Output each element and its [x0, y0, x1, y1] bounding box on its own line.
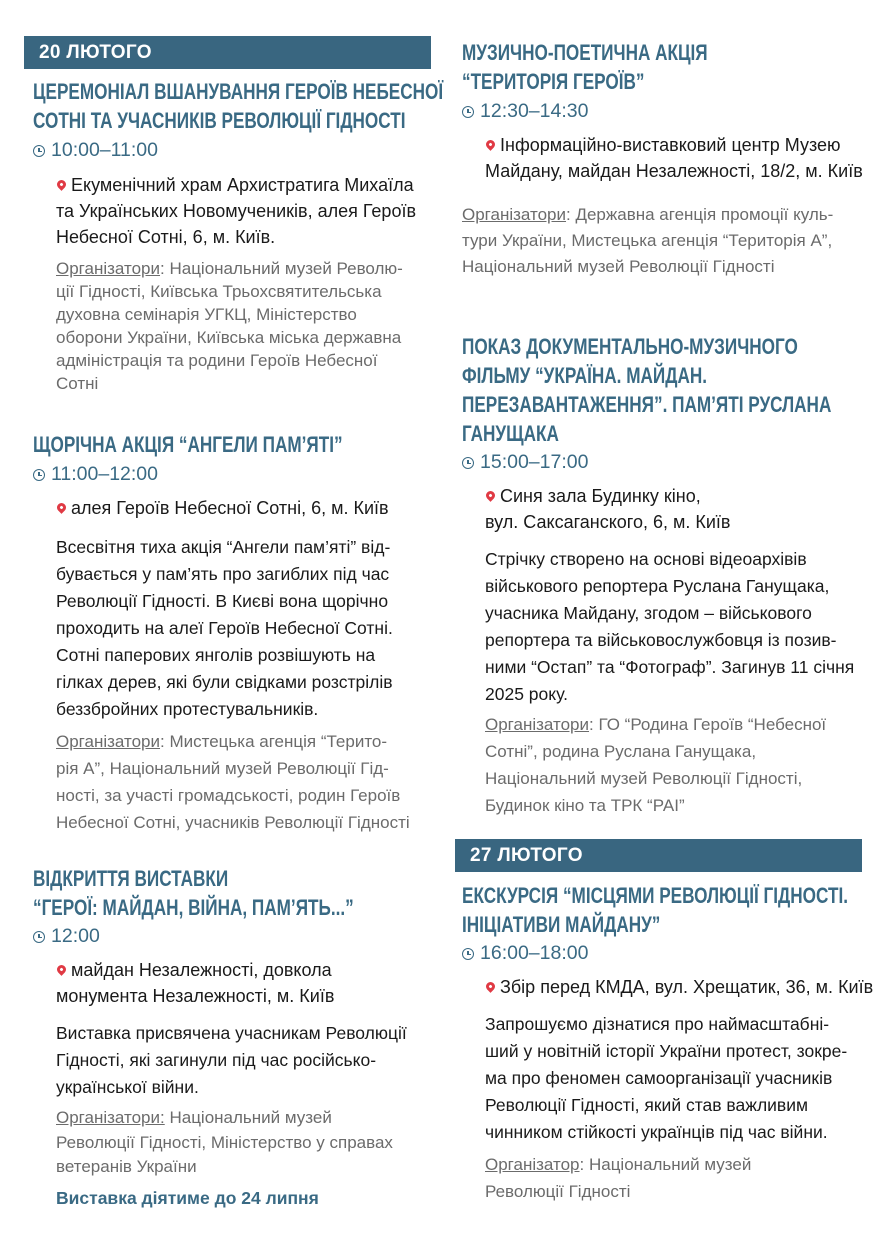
event-time [462, 99, 588, 123]
description-line: беззбройних протестувальників. [56, 699, 319, 719]
event-place [485, 132, 863, 184]
description-line: Революції Гідності, який став важливим [485, 1095, 809, 1115]
event-description [56, 534, 393, 723]
event-time [33, 924, 100, 948]
organizers-line: ності, за участі громадськості, родин Героїв [56, 786, 401, 805]
event-title-line: ВІДКРИТТЯ ВИСТАВКИ [33, 866, 229, 891]
organizers-line: адміністрація та родини Героїв Небесної [56, 351, 378, 370]
organizers-label: Організатори [56, 259, 161, 278]
place-line: Інформаційно-виставковий центр Музею [500, 135, 841, 155]
clock-icon [462, 457, 474, 469]
organizers-line: рія А”, Національний музей Революції Гід- [56, 759, 389, 778]
event-title-line: ГАНУЩАКА [462, 421, 559, 446]
place-line: Небесної Сотні, 6, м. Київ. [56, 227, 276, 247]
event-place [485, 974, 873, 1000]
description-line: гілках дерев, які були свідками розстрілів [56, 672, 393, 692]
event-title [33, 430, 343, 459]
description-line: 2025 року. [485, 684, 568, 704]
organizers-line: ції Гідності, Київська Трьохсвятительська [56, 282, 382, 301]
event-time [33, 462, 158, 486]
organizers-line: Національний музей [164, 1108, 332, 1127]
organizers-label: Організатор [485, 1155, 580, 1174]
time-text: 10:00–11:00 [51, 139, 158, 161]
location-pin-icon [55, 501, 68, 514]
description-line: репортера та військовослужбовця із позив- [485, 630, 837, 650]
place-line: та Українських Новомучеників, алея Героїв [56, 201, 417, 221]
clock-icon [462, 948, 474, 960]
date-label: 27 ЛЮТОГО [470, 845, 583, 866]
location-pin-icon [55, 963, 68, 976]
time-text: 12:00 [51, 925, 100, 947]
place-line: Синя зала Будинку кіно, [500, 486, 701, 506]
event-organizers [462, 202, 833, 280]
location-pin-icon [484, 489, 497, 502]
event-description [485, 1011, 847, 1146]
place-line: монумента Незалежності, м. Київ [56, 986, 335, 1006]
place-line: Майдану, майдан Незалежності, 18/2, м. Київ [485, 161, 863, 181]
place-line: Збір перед КМДА, вул. Хрещатик, 36, м. Київ [500, 977, 874, 997]
description-line: Революції Гідності. В Києві вона щорічно [56, 591, 389, 611]
clock-icon [33, 145, 45, 157]
description-line: учасника Майдану, згодом – військового [485, 603, 812, 623]
organizers-line: Національний музей Революції Гідності, [485, 769, 803, 788]
description-line: Стрічку створено на основі відеоархівів [485, 549, 807, 569]
event-place [56, 957, 334, 1009]
event-title-line: “ГЕРОЇ: МАЙДАН, ВІЙНА, ПАМ’ЯТЬ...” [33, 895, 354, 920]
place-line: майдан Незалежності, довкола [71, 960, 332, 980]
description-line: української війни. [56, 1077, 199, 1097]
description-line: Виставка присвячена учасникам Революції [56, 1023, 407, 1043]
event-title-line: ЕКСКУРСІЯ “МІСЦЯМИ РЕВОЛЮЦІЇ ГІДНОСТІ. [462, 883, 849, 908]
place-line: алея Героїв Небесної Сотні, 6, м. Київ [71, 498, 389, 518]
event-title-line: ПОКАЗ ДОКУМЕНТАЛЬНО-МУЗИЧНОГО [462, 334, 798, 359]
event-organizers [56, 257, 403, 395]
event-title [462, 881, 848, 939]
organizers-line: Будинок кіно та ТРК “РАІ” [485, 796, 685, 815]
event-title-line: ЦЕРЕМОНІАЛ ВШАНУВАННЯ ГЕРОЇВ НЕБЕСНОЇ [33, 79, 444, 104]
organizers-line: Небесної Сотні, учасників Революції Гідності [56, 813, 410, 832]
organizers-label: Організатори [485, 715, 590, 734]
organizers-line: духовна семінарія УГКЦ, Міністерство [56, 305, 357, 324]
organizers-line: : Мистецька агенція “Терито- [160, 732, 388, 751]
event-title [462, 38, 708, 96]
organizers-line: оборони України, Київська міська державна [56, 328, 402, 347]
event-place [56, 172, 416, 250]
event-organizers [56, 1106, 393, 1180]
organizers-line: Сотні”, родина Руслана Ганущака, [485, 742, 757, 761]
location-pin-icon [484, 138, 497, 151]
description-line: військового репортера Руслана Ганущака, [485, 576, 830, 596]
clock-icon [462, 106, 474, 118]
location-pin-icon [484, 980, 497, 993]
description-line: чинником стійкості українців під час війни. [485, 1122, 828, 1142]
event-title-line: ІНІЦІАТИВИ МАЙДАНУ” [462, 912, 661, 937]
event-time [462, 450, 588, 474]
event-title-line: “ТЕРИТОРІЯ ГЕРОЇВ” [462, 69, 645, 94]
event-title-line: СОТНІ ТА УЧАСНИКІВ РЕВОЛЮЦІЇ ГІДНОСТІ [33, 108, 406, 133]
event-title [33, 77, 443, 135]
description-line: Запрошуємо дізнатися про наймасштабні- [485, 1014, 830, 1034]
event-place [485, 483, 730, 535]
location-pin-icon [55, 178, 68, 191]
organizers-line: : Державна агенція промоції куль- [566, 205, 834, 224]
description-line: бувається у пам’ять про загиблих під час [56, 564, 390, 584]
time-text: 12:30–14:30 [480, 100, 589, 122]
exhibition-duration-note: Виставка діятиме до 24 липня [56, 1188, 319, 1208]
time-text: 16:00–18:00 [480, 942, 589, 964]
organizers-line: Сотні [56, 374, 99, 393]
organizers-line: ветеранів України [56, 1157, 197, 1176]
event-title-line: ФІЛЬМУ “УКРАЇНА. МАЙДАН. [462, 363, 708, 388]
event-description [485, 546, 854, 708]
event-title [462, 332, 831, 448]
organizers-label: Організатори: [56, 1108, 165, 1127]
description-line: проходить на алеї Героїв Небесної Сотні. [56, 618, 393, 638]
description-line: Гідності, які загинули під час російсько- [56, 1050, 377, 1070]
description-line: Сотні паперових янголів розвішують на [56, 645, 376, 665]
event-time [33, 138, 158, 162]
place-line: вул. Саксаганского, 6, м. Київ [485, 512, 731, 532]
description-line: ший у новітній історії України протест, зокре- [485, 1041, 848, 1061]
organizers-label: Організатори [462, 205, 567, 224]
description-line: ма про феномен самоорганізації учасників [485, 1068, 833, 1088]
organizers-line: Революції Гідності [485, 1182, 631, 1201]
event-title-line: МУЗИЧНО-ПОЕТИЧНА АКЦІЯ [462, 40, 708, 65]
event-organizers [485, 711, 826, 819]
time-text: 15:00–17:00 [480, 451, 589, 473]
event-title [33, 864, 354, 922]
clock-icon [33, 931, 45, 943]
date-label: 20 ЛЮТОГО [39, 42, 152, 63]
event-organizers [56, 728, 410, 836]
description-line: ними “Остап” та “Фотограф”. Загинув 11 січня [485, 657, 855, 677]
organizers-line: Національний музей Революції Гідності [462, 257, 775, 276]
organizers-line: : Національний музей Револю- [160, 259, 403, 278]
event-description [56, 1020, 407, 1101]
clock-icon [33, 469, 45, 481]
organizers-label: Організатори [56, 732, 161, 751]
organizers-line: тури України, Мистецька агенція “Територія А”, [462, 231, 833, 250]
date-header-20-feb [24, 36, 431, 69]
time-text: 11:00–12:00 [51, 463, 158, 485]
organizers-line: Революції Гідності, Міністерство у справах [56, 1132, 393, 1152]
event-organizers [485, 1151, 751, 1205]
event-title-line: ПЕРЕЗАВАНТАЖЕННЯ”. ПАМ’ЯТІ РУСЛАНА [462, 392, 832, 417]
event-time [462, 941, 588, 965]
organizers-line: : Національний музей [579, 1155, 752, 1174]
organizers-line: : ГО “Родина Героїв “Небесної [589, 715, 827, 734]
date-header-27-feb [455, 839, 862, 872]
event-title-line: ЩОРІЧНА АКЦІЯ “АНГЕЛИ ПАМ’ЯТІ” [33, 432, 343, 457]
event-place [56, 495, 389, 521]
place-line: Екуменічний храм Архистратига Михаїла [71, 175, 414, 195]
description-line: Всесвітня тиха акція “Ангели пам’яті” від- [56, 537, 391, 557]
